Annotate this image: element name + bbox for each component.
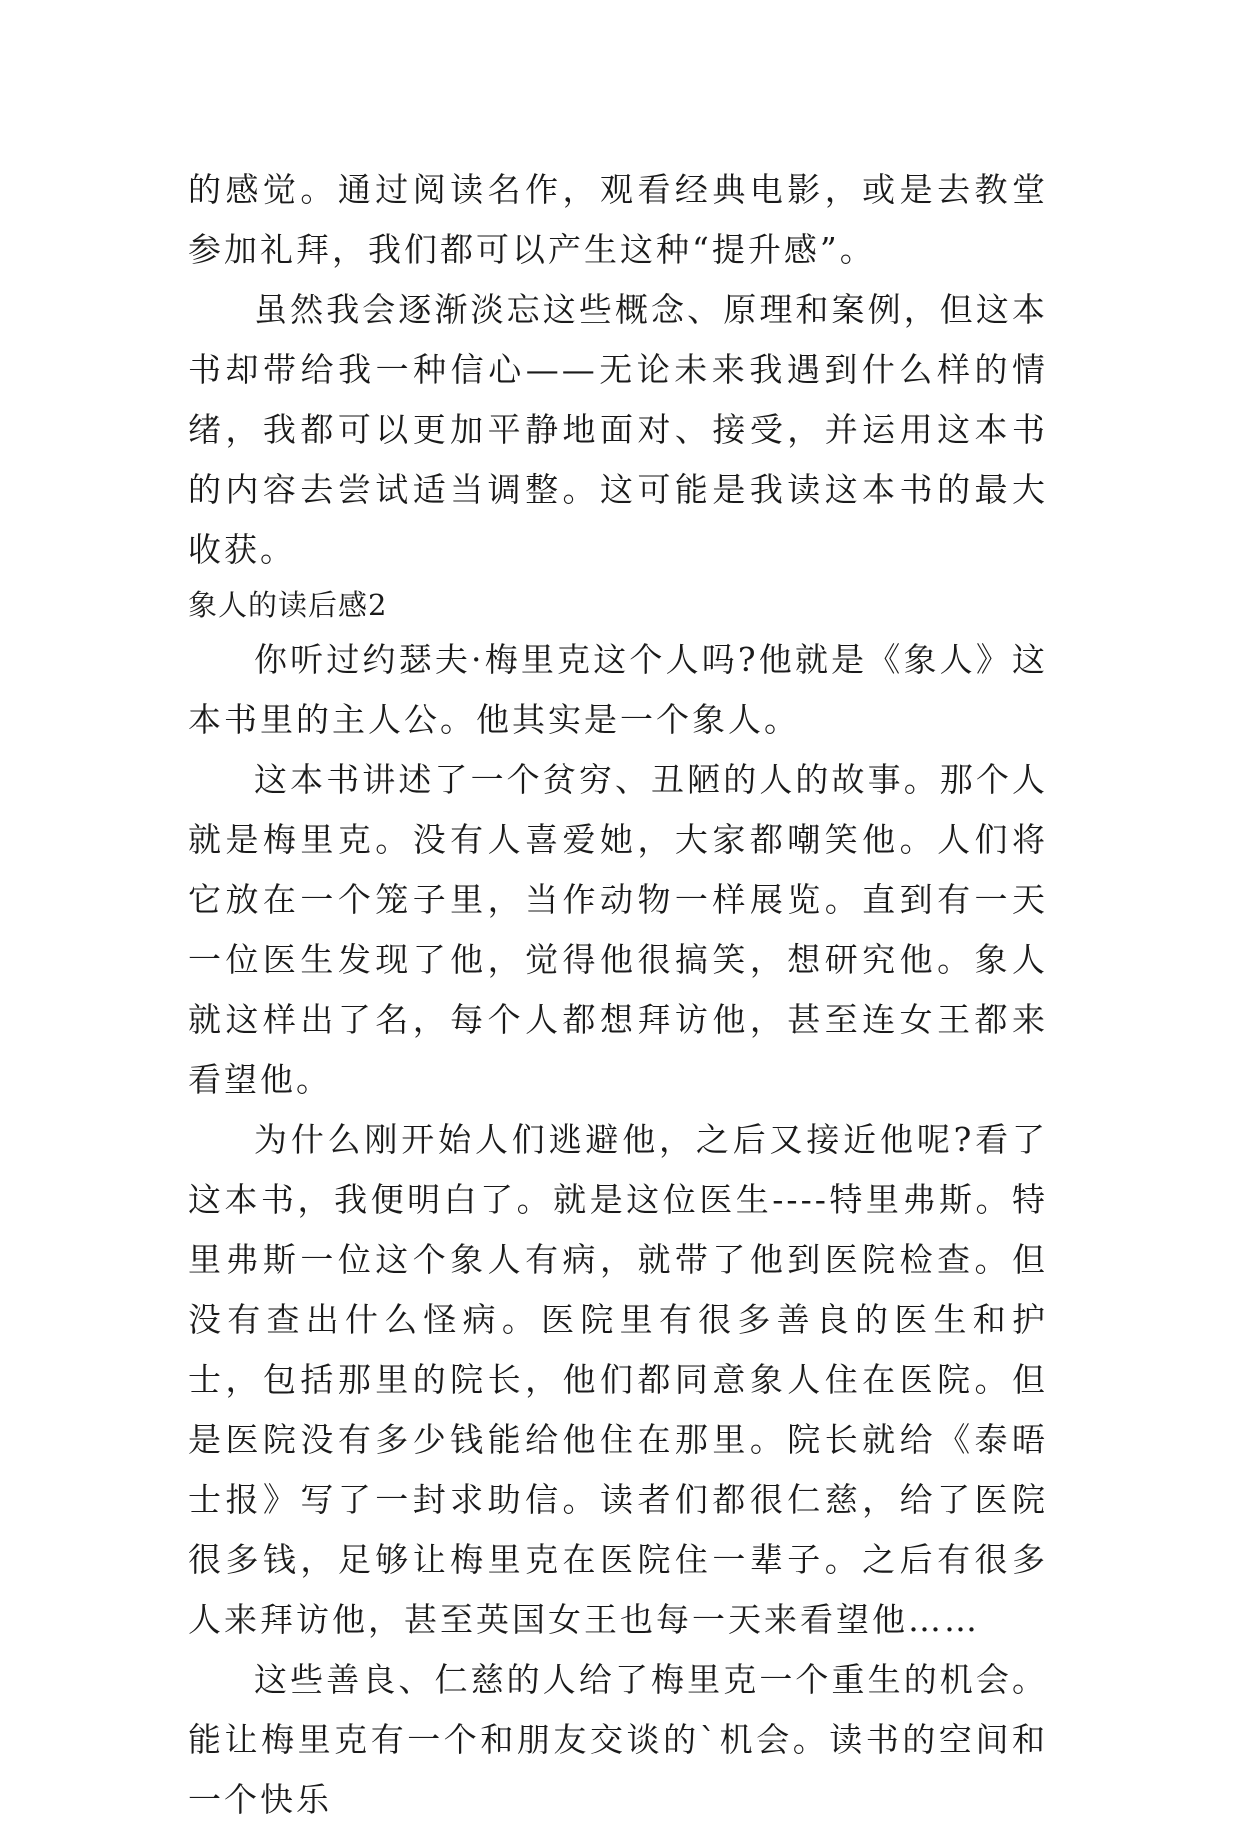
document-page <box>188 160 1048 1830</box>
paragraph-continuation: 的感觉。通过阅读名作，观看经典电影，或是去教堂参加礼拜，我们都可以产生这种“提升感”。 <box>188 170 1048 269</box>
paragraph-story: 这本书讲述了一个贫穷、丑陋的人的故事。那个人就是梅里克。没有人喜爱她，大家都嘲笑他。人们将它放在一个笼子里，当作动物一样展览。直到有一天一位医生发现了他，觉得他很搞笑，想研究他。象人就这样出了名，每个人都想拜访他，甚至连女王都来看望他。 <box>188 760 1048 1099</box>
paragraph-reflection: 虽然我会逐渐淡忘这些概念、原理和案例，但这本书却带给我一种信心——无论未来我遇到什么样的情绪，我都可以更加平静地面对、接受，并运用这本书的内容去尝试适当调整。这可能是我读这本书的最大收获。 <box>188 290 1048 569</box>
paragraph-intro: 你听过约瑟夫·梅里克这个人吗?他就是《象人》这本书里的主人公。他其实是一个象人。 <box>188 640 1048 739</box>
paragraph-kindness: 这些善良、仁慈的人给了梅里克一个重生的机会。能让梅里克有一个和朋友交谈的`机会。读书的空间和一个快乐 <box>188 1660 1048 1819</box>
section-title: 象人的读后感2 <box>188 588 388 622</box>
paragraph-doctor: 为什么刚开始人们逃避他，之后又接近他呢?看了这本书，我便明白了。就是这位医生----特里弗斯。特里弗斯一位这个象人有病，就带了他到医院检查。但没有查出什么怪病。医院里有很多善良的医生和护士，包括那里的院长，他们都同意象人住在医院。但是医院没有多少钱能给他住在那里。院长就给《泰晤士报》写了一封求助信。读者们都很仁慈，给了医院很多钱，足够让梅里克在医院住一辈子。之后有很多人来拜访他，甚至英国女王也每一天来看望他…… <box>188 1120 1048 1639</box>
